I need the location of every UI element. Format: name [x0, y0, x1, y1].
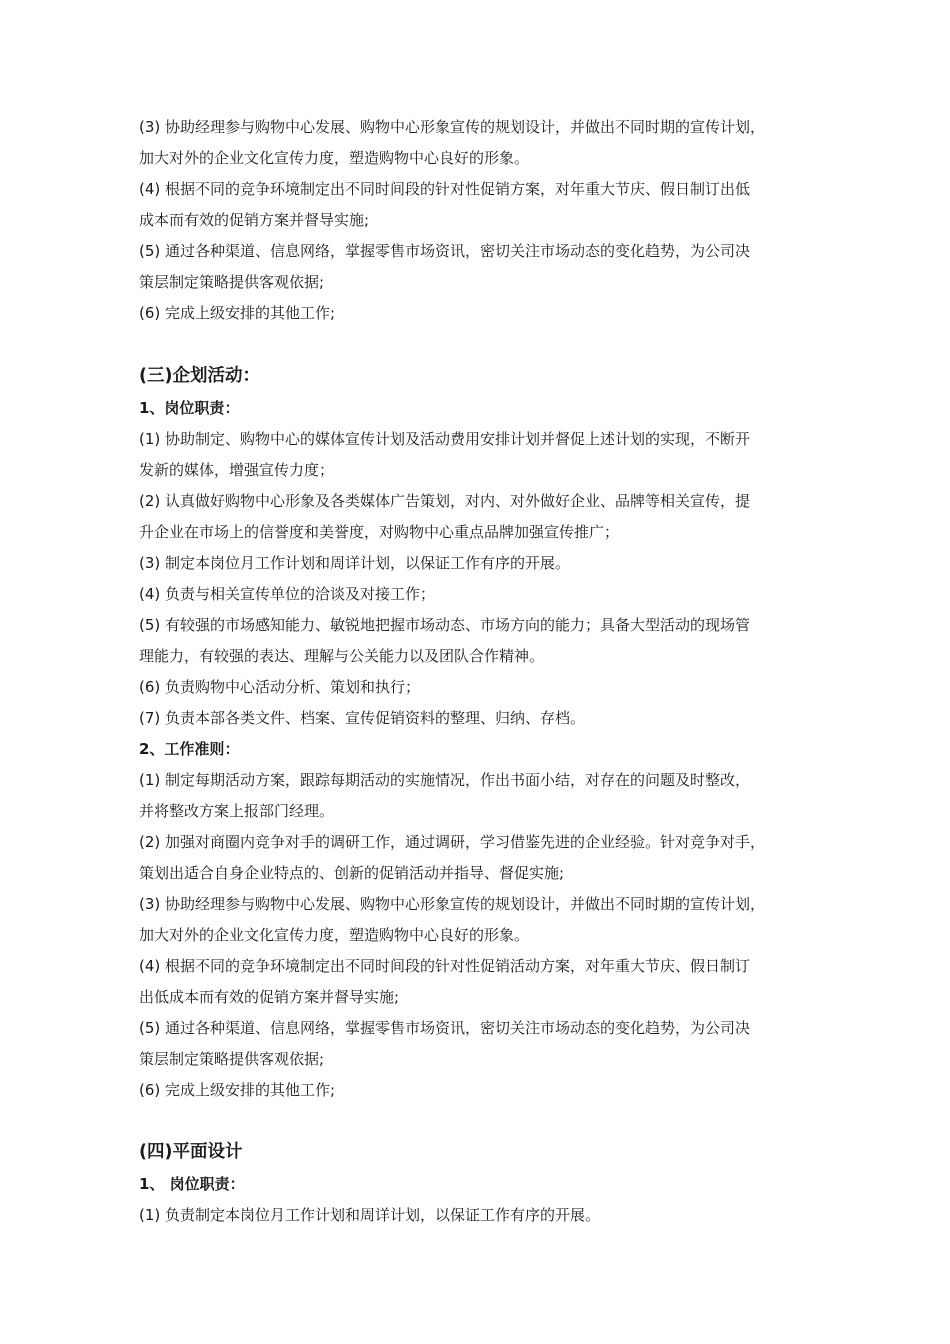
paragraph-line: 出低成本而有效的促销方案并督导实施;: [139, 988, 400, 1006]
section-heading: (三)企划活动：: [139, 366, 260, 386]
subsection-heading-duties: 1、岗位职责：: [139, 399, 240, 417]
paragraph-line: 加大对外的企业文化宣传力度，塑造购物中心良好的形象。: [139, 149, 530, 167]
paragraph-line: 策划出适合自身企业特点的、创新的促销活动并指导、督促实施;: [139, 864, 565, 882]
section-graphic-design: [139, 1135, 839, 1231]
spacer: [139, 329, 839, 359]
section-heading: (四)平面设计: [139, 1142, 243, 1162]
spacer: [139, 1106, 839, 1135]
subsection-heading-rules: 2、工作准则：: [139, 740, 240, 758]
paragraph-line: 加大对外的企业文化宣传力度，塑造购物中心良好的形象。: [139, 926, 530, 944]
top-continuation: [139, 112, 839, 329]
paragraph-line: (4) 负责与相关宣传单位的洽谈及对接工作；: [139, 585, 436, 603]
paragraph-line: 理能力，有较强的表达、理解与公关能力以及团队合作精神。: [139, 647, 545, 665]
paragraph-line: (6) 负责购物中心活动分析、策划和执行；: [139, 678, 421, 696]
paragraph-line: (6) 完成上级安排的其他工作;: [139, 304, 336, 322]
paragraph-line: 策层制定策略提供客观依据;: [139, 1050, 325, 1068]
paragraph-line: (2) 加强对商圈内竞争对手的调研工作，通过调研，学习借鉴先进的企业经验。针对竞争对手，: [139, 833, 766, 851]
paragraph-line: (3) 协助经理参与购物中心发展、购物中心形象宣传的规划设计，并做出不同时期的宣传计划，: [139, 895, 766, 913]
paragraph-line: (3) 协助经理参与购物中心发展、购物中心形象宣传的规划设计，并做出不同时期的宣传计划，: [139, 118, 766, 136]
paragraph-line: (5) 通过各种渠道、信息网络，掌握零售市场资讯，密切关注市场动态的变化趋势，为公司决: [139, 242, 751, 260]
document-body: [139, 112, 839, 1231]
paragraph-line: (5) 通过各种渠道、信息网络，掌握零售市场资讯，密切关注市场动态的变化趋势，为公司决: [139, 1019, 751, 1037]
paragraph-line: (1) 负责制定本岗位月工作计划和周详计划，以保证工作有序的开展。: [139, 1206, 601, 1224]
paragraph-line: 策层制定策略提供客观依据;: [139, 273, 325, 291]
paragraph-line: 升企业在市场上的信誉度和美誉度，对购物中心重点品牌加强宣传推广；: [139, 523, 620, 541]
paragraph-line: (4) 根据不同的竞争环境制定出不同时间段的针对性促销活动方案，对年重大节庆、假日制订: [139, 957, 751, 975]
subsection-heading-duties: 1、 岗位职责：: [139, 1175, 245, 1193]
paragraph-line: (4) 根据不同的竞争环境制定出不同时间段的针对性促销方案，对年重大节庆、假日制订出低: [139, 180, 751, 198]
paragraph-line: (5) 有较强的市场感知能力、敏锐地把握市场动态、市场方向的能力；具备大型活动的现场管: [139, 616, 751, 634]
paragraph-line: (1) 协助制定、购物中心的媒体宣传计划及活动费用安排计划并督促上述计划的实现，不断开: [139, 430, 751, 448]
paragraph-line: (3) 制定本岗位月工作计划和周详计划，以保证工作有序的开展。: [139, 554, 571, 572]
paragraph-line: 成本而有效的促销方案并督导实施;: [139, 211, 370, 229]
paragraph-line: (6) 完成上级安排的其他工作;: [139, 1081, 336, 1099]
section-planning-activities: [139, 359, 839, 1106]
paragraph-line: 并将整改方案上报部门经理。: [139, 802, 335, 820]
paragraph-line: 发新的媒体，增强宣传力度；: [139, 461, 335, 479]
paragraph-line: (1) 制定每期活动方案，跟踪每期活动的实施情况，作出书面小结，对存在的问题及时整改，: [139, 771, 751, 789]
paragraph-line: (7) 负责本部各类文件、档案、宣传促销资料的整理、归纳、存档。: [139, 709, 586, 727]
paragraph-line: (2) 认真做好购物中心形象及各类媒体广告策划，对内、对外做好企业、品牌等相关宣传，提: [139, 492, 751, 510]
